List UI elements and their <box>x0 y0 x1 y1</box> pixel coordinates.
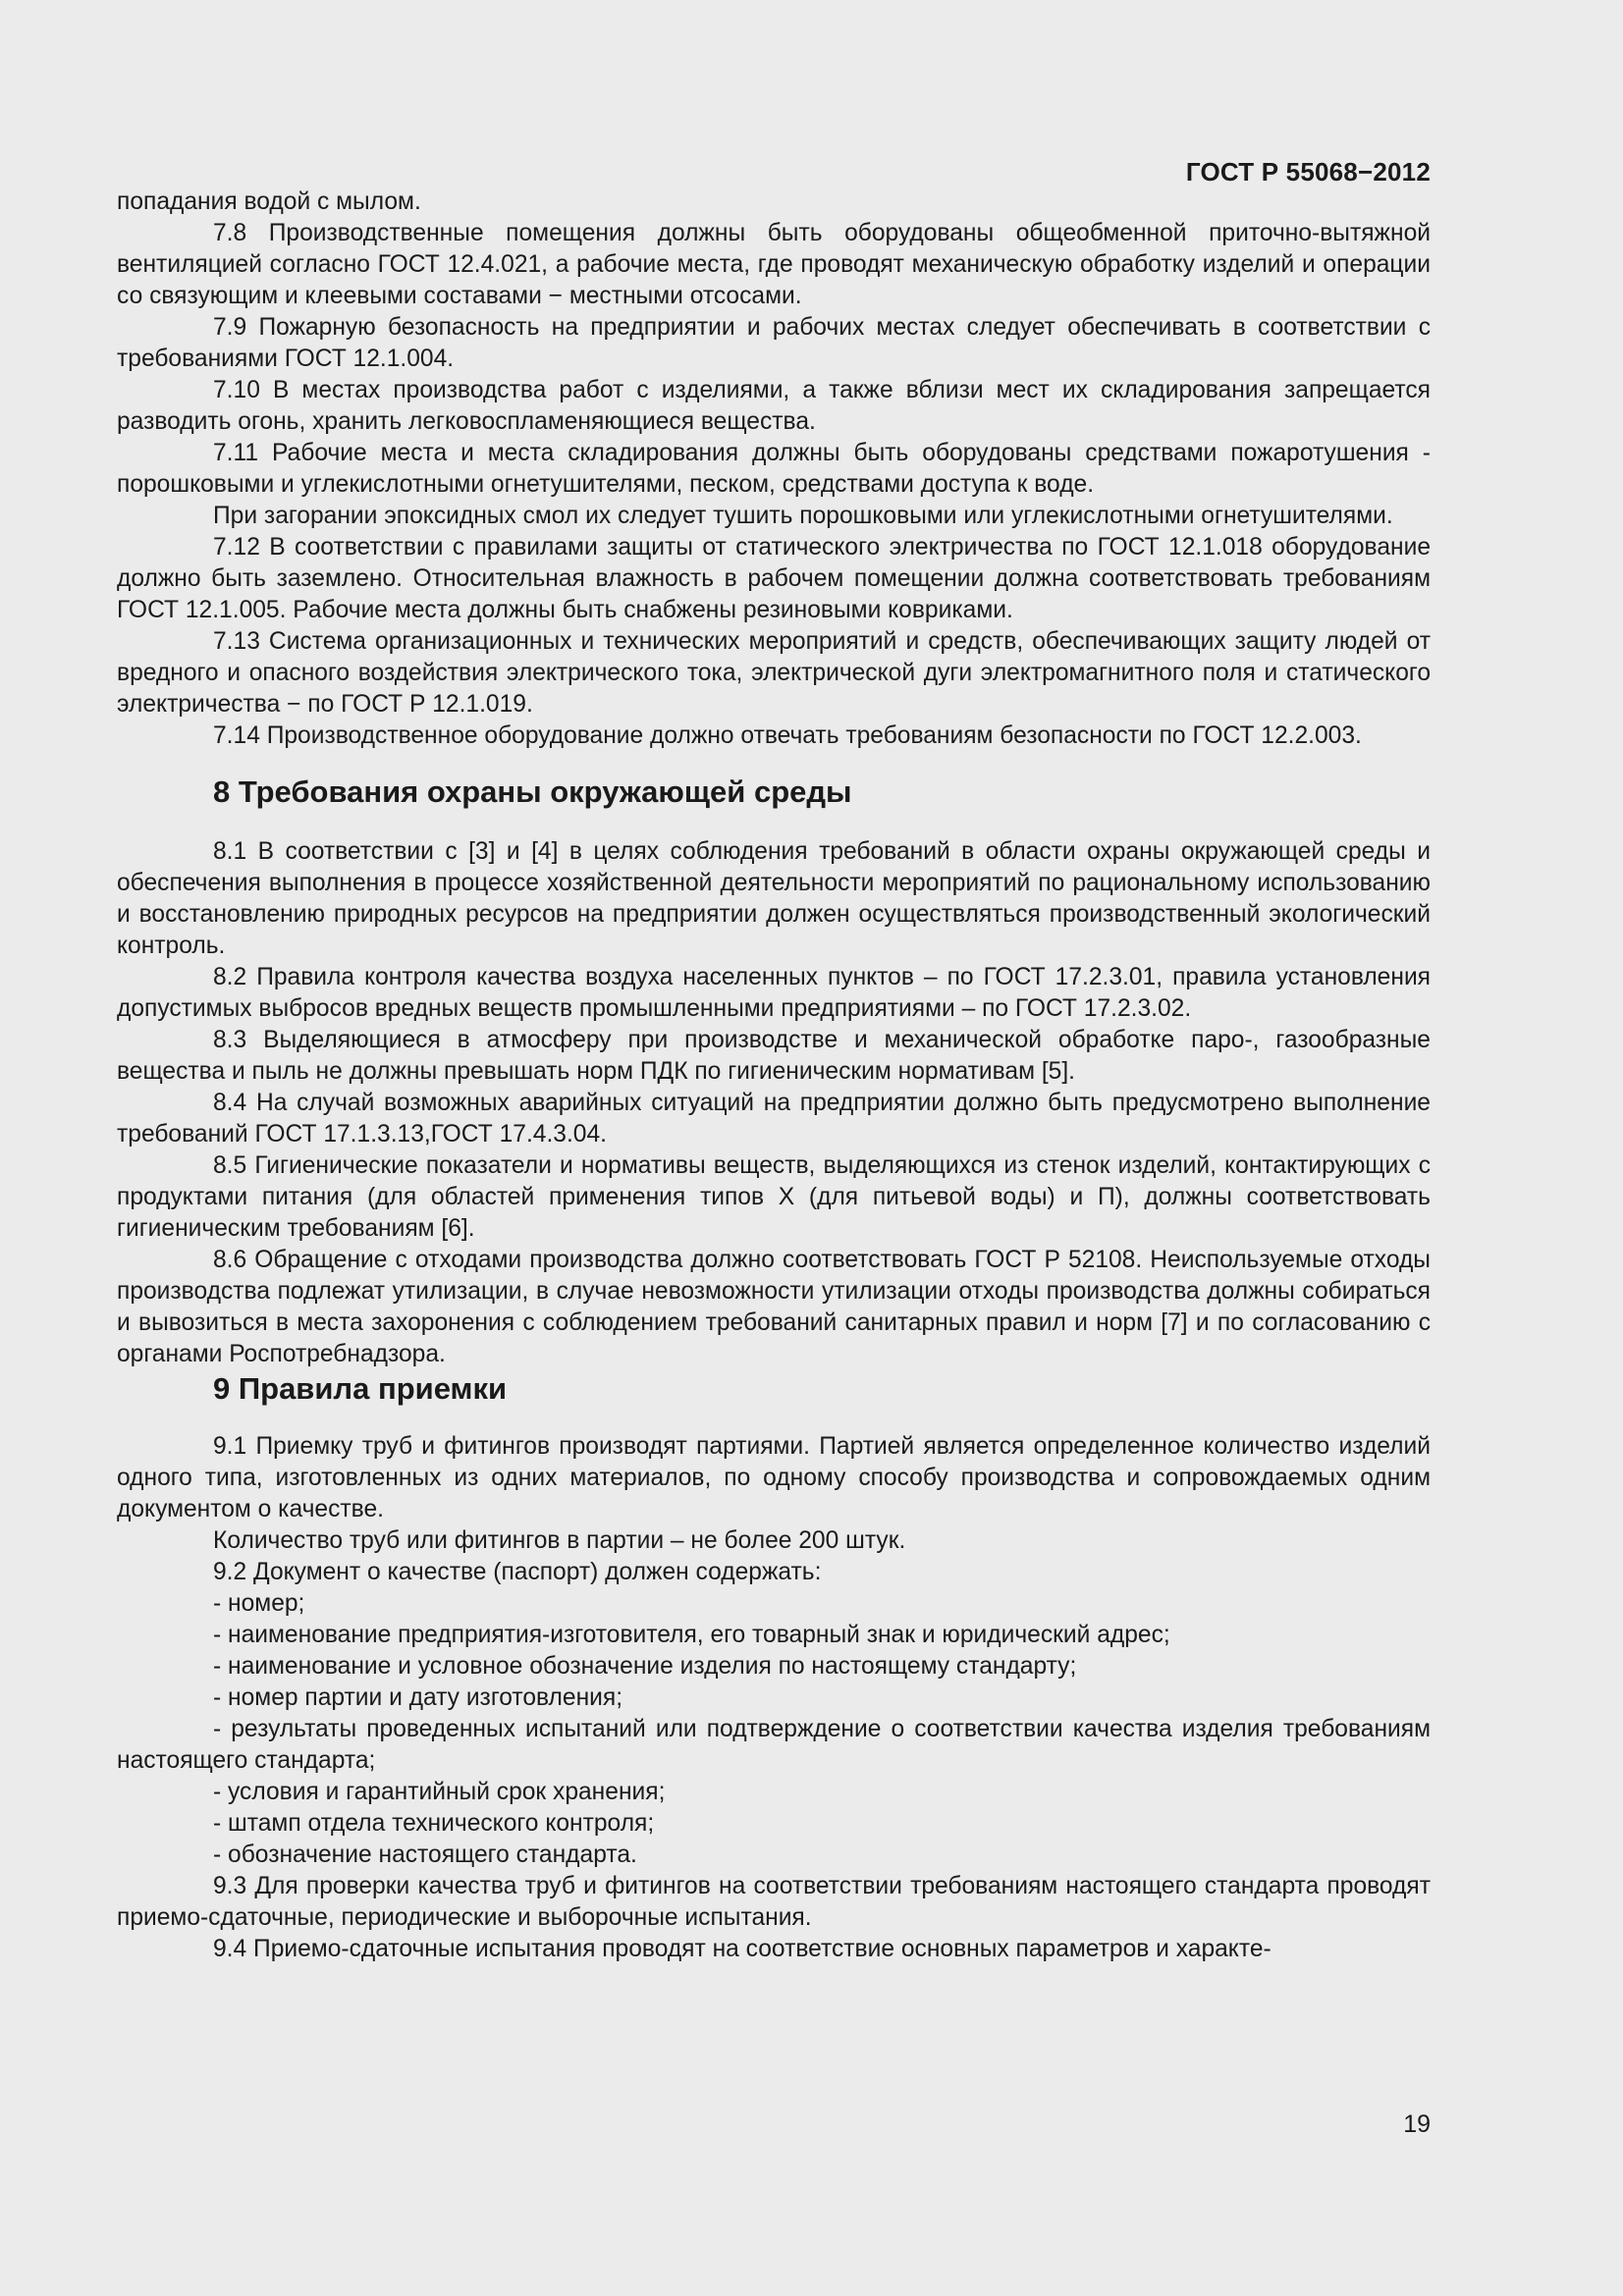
list-item: - номер партии и дату изготовления; <box>213 1684 623 1711</box>
paragraph-7-11: 7.11 Рабочие места и места складирования должны быть оборудованы средствами пожаротушения - порошковыми и углекислотными огнетушителями, песком, средствами доступа к воде. <box>117 440 1431 498</box>
list-item: - номер; <box>213 1590 305 1617</box>
paragraph-9-1: 9.1 Приемку труб и фитингов производят партиями. Партией является определенное количество изделий одного типа, изготовленных из одних материалов, по одному способу производства и сопровождаемых одним документом о качестве. <box>117 1433 1431 1522</box>
paragraph-8-3: 8.3 Выделяющиеся в атмосферу при производстве и механической обработке паро-, газообразные вещества и пыль не должны превышать норм ПДК по гигиеническим нормативам [5]. <box>117 1027 1431 1085</box>
paragraph-8-2: 8.2 Правила контроля качества воздуха населенных пунктов – по ГОСТ 17.2.3.01, правила установления допустимых выбросов вредных веществ промышленными предприятиями – по ГОСТ 17.2.3.02. <box>117 964 1431 1022</box>
paragraph-8-5: 8.5 Гигиенические показатели и нормативы веществ, выделяющихся из стенок изделий, контактирующих с продуктами питания (для областей применения типов Х (для питьевой воды) и П), должны соответствовать гигиеническим требованиям [6]. <box>117 1152 1431 1242</box>
paragraph-7-13: 7.13 Система организационных и технических мероприятий и средств, обеспечивающих защиту людей от вредного и опасного воздействия электрического тока, электрической дуги электромагнитного поля и статического электричества − по ГОСТ Р 12.1.019. <box>117 628 1431 718</box>
page-body <box>117 187 1431 1965</box>
paragraph-7-12: 7.12 В соответствии с правилами защиты от статического электричества по ГОСТ 12.1.018 оборудование должно быть заземлено. Относительная влажность в рабочем помещении должна соответствовать требованиям ГОСТ 12.1.005. Рабочие места должны быть снабжены резиновыми ковриками. <box>117 534 1431 623</box>
list-item: - результаты проведенных испытаний или подтверждение о соответствии качества изделия требованиям настоящего стандарта; <box>117 1716 1431 1774</box>
section-heading-8: 8 Требования охраны окружающей среды <box>213 774 852 809</box>
paragraph-8-1: 8.1 В соответствии с [3] и [4] в целях соблюдения требований в области охраны окружающей среды и обеспечения выполнения в процессе хозяйственной деятельности мероприятий по рациональному использованию и восстановлению природных ресурсов на предприятии должен осуществляться производственный экологический контроль. <box>117 838 1431 959</box>
list-item: - условия и гарантийный срок хранения; <box>213 1779 666 1805</box>
page-number: 19 <box>1403 2110 1431 2138</box>
list-item: - обозначение настоящего стандарта. <box>213 1842 637 1868</box>
paragraph: попадания водой с мылом. <box>117 188 421 215</box>
paragraph-9-4: 9.4 Приемо-сдаточные испытания проводят на соответствие основных параметров и характе- <box>213 1936 1271 1962</box>
paragraph-9-3: 9.3 Для проверки качества труб и фитингов на соответствии требованиям настоящего стандарта проводят приемо-сдаточные, периодические и выборочные испытания. <box>117 1873 1431 1931</box>
list-item: - наименование и условное обозначение изделия по настоящему стандарту; <box>213 1653 1077 1680</box>
section-heading-9: 9 Правила приемки <box>213 1371 508 1406</box>
paragraph-8-6: 8.6 Обращение с отходами производства должно соответствовать ГОСТ Р 52108. Неиспользуемые отходы производства подлежат утилизации, в случае невозможности утилизации отходы производства должны собираться и вывозиться в места захоронения с соблюдением требований санитарных правил и норм [7] и по согласованию с органами Роспотребнадзора. <box>117 1247 1431 1367</box>
paragraph-7-8: 7.8 Производственные помещения должны быть оборудованы общеобменной приточно-вытяжной вентиляцией согласно ГОСТ 12.4.021, а рабочие места, где проводят механическую обработку изделий и операции со связующим и клеевыми составами − местными отсосами. <box>117 220 1431 309</box>
list-item: - штамп отдела технического контроля; <box>213 1810 655 1837</box>
standard-header: ГОСТ Р 55068−2012 <box>1185 157 1431 187</box>
paragraph-9-2: 9.2 Документ о качестве (паспорт) должен содержать: <box>213 1559 822 1585</box>
list-item: - наименование предприятия-изготовителя, его товарный знак и юридический адрес; <box>213 1622 1170 1648</box>
paragraph-9-1-note: Количество труб или фитингов в партии – не более 200 штук. <box>213 1527 906 1554</box>
paragraph-7-11-note: При загорании эпоксидных смол их следует тушить порошковыми или углекислотными огнетушителями. <box>213 503 1393 529</box>
paragraph-7-10: 7.10 В местах производства работ с изделиями, а также вблизи мест их складирования запрещается разводить огонь, хранить легковоспламеняющиеся вещества. <box>117 377 1431 435</box>
paragraph-8-4: 8.4 На случай возможных аварийных ситуаций на предприятии должно быть предусмотрено выполнение требований ГОСТ 17.1.3.13,ГОСТ 17.4.3.04. <box>117 1090 1431 1148</box>
paragraph-7-14: 7.14 Производственное оборудование должно отвечать требованиям безопасности по ГОСТ 12.2.003. <box>213 722 1362 749</box>
paragraph-7-9: 7.9 Пожарную безопасность на предприятии и рабочих местах следует обеспечивать в соответствии с требованиями ГОСТ 12.1.004. <box>117 314 1431 372</box>
